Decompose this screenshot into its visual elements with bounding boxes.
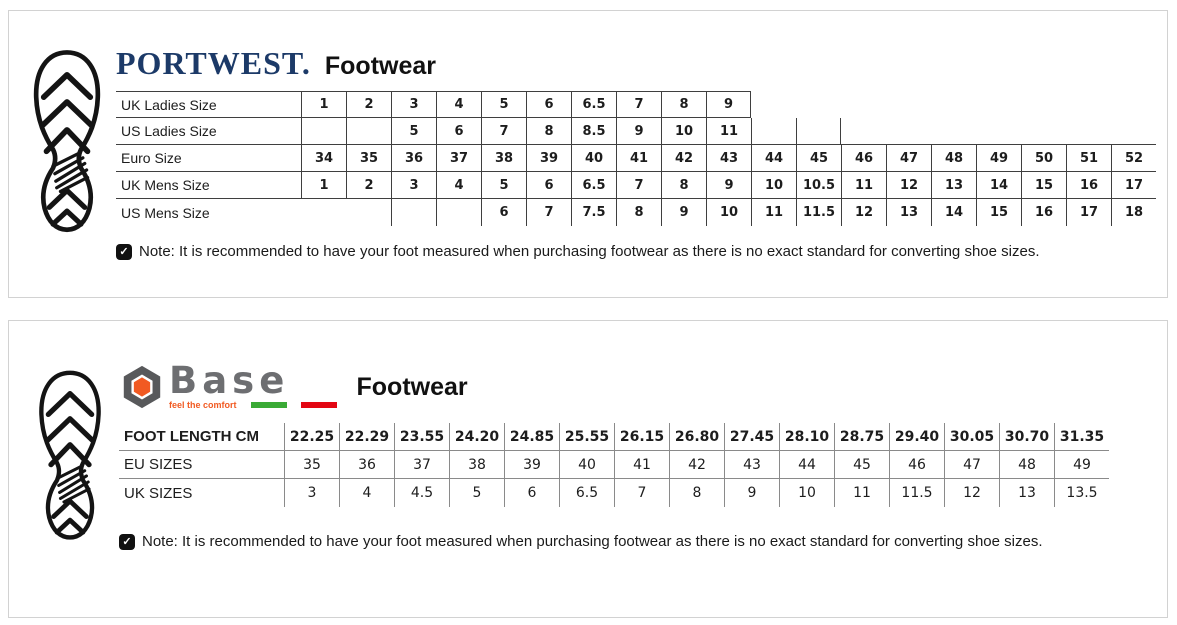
table-row [116,145,1156,172]
size-cell: 11.5 [796,199,841,226]
size-cell: 4 [436,172,481,198]
portwest-logo [116,45,1163,82]
check-square-icon: ✓ [119,534,135,550]
size-cell: 39 [526,145,571,171]
base-note [119,533,1163,550]
row-label: US Mens Size [121,204,210,221]
size-cell: 10 [706,199,751,226]
size-cell: 15 [976,199,1021,226]
size-cell: 2 [346,91,391,118]
size-cell: 24.20 [449,423,504,450]
size-cell: 26.15 [614,423,669,450]
size-cell: 48 [931,145,976,171]
size-cell: 1 [301,91,346,118]
size-cell: 8 [526,118,571,144]
size-cell: 36 [339,451,394,478]
size-cell [391,199,436,226]
base-tagline: feel the comfort [169,400,237,410]
size-cell: 5 [449,479,504,507]
size-cell: 7 [614,479,669,507]
size-cell: 8 [669,479,724,507]
portwest-note-text: Note: It is recommended to have your foot measured when purchasing footwear as there is no exact standard for converting shoe sizes. [139,243,1040,260]
size-cell: 27.45 [724,423,779,450]
size-cell: 43 [706,145,751,171]
size-cell: 31.35 [1054,423,1109,450]
size-cell: 45 [796,145,841,171]
size-cell: 49 [1054,451,1109,478]
size-cell: 37 [436,145,481,171]
table-row [119,451,1109,479]
size-cell: 17 [1066,199,1111,226]
size-cell: 12 [944,479,999,507]
base-content [119,321,1163,550]
size-cell [796,118,841,144]
row-label: US Ladies Size [121,123,217,139]
size-cell: 17 [1111,172,1156,198]
base-product-title: Footwear [356,372,468,401]
table-row [116,118,1156,145]
size-cell: 11 [841,172,886,198]
size-cell: 43 [724,451,779,478]
size-cell: 5 [391,118,436,144]
size-cell: 11 [834,479,889,507]
row-label: UK Mens Size [121,177,210,193]
size-cell: 8 [661,91,706,118]
size-cell: 7 [616,91,661,118]
table-row [119,479,1109,507]
size-cell: 7 [616,172,661,198]
size-cell: 14 [931,199,976,226]
size-cell: 6.5 [571,91,616,118]
size-cell: 30.70 [999,423,1054,450]
base-panel [8,320,1168,618]
size-cell: 46 [841,145,886,171]
size-cell: 13.5 [1054,479,1109,507]
size-cell: 25.55 [559,423,614,450]
size-cell: 48 [999,451,1054,478]
check-square-icon: ✓ [116,244,132,260]
size-cell: 22.29 [339,423,394,450]
size-cell: 11 [751,199,796,226]
size-cell: 9 [661,199,706,226]
size-cell: 3 [391,172,436,198]
size-cell: 47 [886,145,931,171]
size-cell: 28.10 [779,423,834,450]
size-cell [301,118,346,144]
table-row [119,423,1109,451]
size-cell: 16 [1021,199,1066,226]
size-cell: 28.75 [834,423,889,450]
size-cell: 9 [616,118,661,144]
size-cell: 6 [526,91,571,118]
size-cell: 4 [339,479,394,507]
size-cell: 24.85 [504,423,559,450]
size-cell: 6.5 [559,479,614,507]
portwest-size-table [116,91,1163,226]
size-cell: 51 [1066,145,1111,171]
red-bar-icon [301,402,337,408]
size-cell: 22.25 [284,423,339,450]
size-cell: 15 [1021,172,1066,198]
size-cell [346,118,391,144]
size-cell: 4 [436,91,481,118]
portwest-wordmark: PORTWEST. [116,45,311,81]
size-cell: 13 [931,172,976,198]
size-cell: 6 [504,479,559,507]
green-bar-icon [251,402,287,408]
base-wordmark: Base [169,359,290,402]
empty-gap [301,199,346,226]
size-cell: 52 [1111,145,1156,171]
size-cell [751,118,796,144]
empty-gap [346,199,391,226]
size-cell: 41 [614,451,669,478]
size-cell: 42 [661,145,706,171]
size-cell: 35 [346,145,391,171]
size-cell: 11 [706,118,751,144]
size-cell: 8 [616,199,661,226]
base-logo-mark [119,359,337,410]
size-cell: 10 [661,118,706,144]
size-cell: 49 [976,145,1021,171]
portwest-note [116,243,1163,260]
size-cell: 6 [436,118,481,144]
size-cell: 9 [706,91,751,118]
size-cell: 12 [841,199,886,226]
row-label: FOOT LENGTH CM [124,428,259,445]
size-cell: 3 [284,479,339,507]
size-cell: 39 [504,451,559,478]
size-cell: 9 [706,172,751,198]
size-cell: 14 [976,172,1021,198]
base-size-table [119,423,1163,507]
size-cell: 10 [779,479,834,507]
size-cell: 18 [1111,199,1156,226]
size-cell [436,199,481,226]
size-cell: 40 [571,145,616,171]
size-cell: 50 [1021,145,1066,171]
size-cell: 13 [886,199,931,226]
row-label: EU SIZES [124,456,193,473]
size-cell: 34 [301,145,346,171]
size-cell: 42 [669,451,724,478]
table-row [116,91,1156,118]
row-label: UK Ladies Size [116,91,301,118]
table-row [116,199,1156,226]
size-cell: 30.05 [944,423,999,450]
size-cell: 12 [886,172,931,198]
size-cell: 47 [944,451,999,478]
size-cell: 35 [284,451,339,478]
size-cell: 29.40 [889,423,944,450]
row-label: UK SIZES [124,484,193,502]
size-cell: 8.5 [571,118,616,144]
size-cell: 13 [999,479,1054,507]
size-cell: 26.80 [669,423,724,450]
size-cell: 6 [481,199,526,226]
size-cell: 41 [616,145,661,171]
size-cell: 7 [526,199,571,226]
size-cell: 1 [301,172,346,198]
table-row [116,172,1156,199]
boot-print-icon [25,43,109,241]
size-cell: 16 [1066,172,1111,198]
size-cell: 6.5 [571,172,616,198]
size-cell: 7.5 [571,199,616,226]
size-cell: 37 [394,451,449,478]
size-cell: 38 [449,451,504,478]
size-cell: 38 [481,145,526,171]
size-cell: 5 [481,172,526,198]
size-cell: 10 [751,172,796,198]
boot-print-icon [31,363,109,549]
size-cell: 10.5 [796,172,841,198]
size-cell: 2 [346,172,391,198]
size-cell: 36 [391,145,436,171]
size-cell: 8 [661,172,706,198]
size-cell: 46 [889,451,944,478]
hexagon-icon [119,364,165,410]
portwest-product-title: Footwear [324,52,436,80]
portwest-content [116,11,1163,260]
size-cell: 40 [559,451,614,478]
size-cell: 5 [481,91,526,118]
size-cell: 44 [751,145,796,171]
size-cell: 4.5 [394,479,449,507]
size-cell: 45 [834,451,889,478]
size-cell: 23.55 [394,423,449,450]
base-note-text: Note: It is recommended to have your foot measured when purchasing footwear as there is no exact standard for converting shoe sizes. [142,533,1043,550]
size-cell: 6 [526,172,571,198]
size-cell: 7 [481,118,526,144]
row-label: Euro Size [121,150,182,166]
base-logo [119,361,1163,413]
size-cell: 44 [779,451,834,478]
size-cell: 9 [724,479,779,507]
size-cell: 3 [391,91,436,118]
portwest-panel [8,10,1168,298]
size-cell: 11.5 [889,479,944,507]
